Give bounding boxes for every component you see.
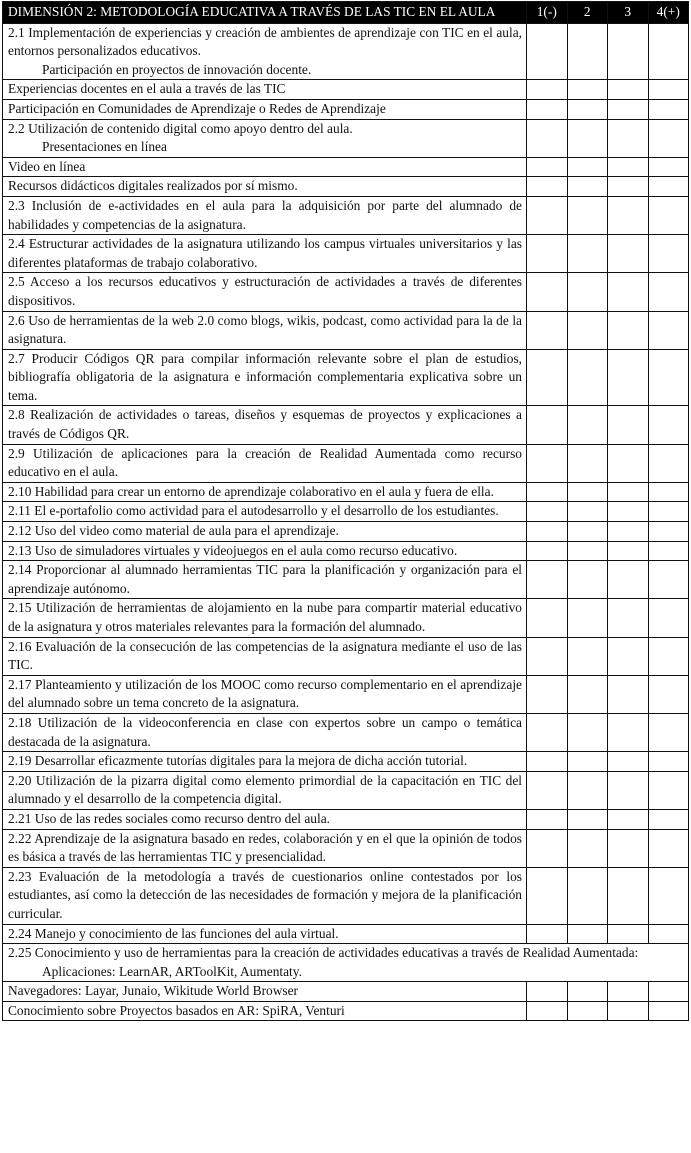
rating-cell-1[interactable]: [527, 235, 568, 273]
item-text: 2.3 Inclusión de e-actividades en el aula para la adquisición por parte del alumnado de habilidades y competencias de la asignatura.: [3, 196, 527, 234]
item-text: 2.21 Uso de las redes sociales como recurso dentro del aula.: [3, 809, 527, 829]
rating-cell-3[interactable]: [608, 273, 649, 311]
rating-cell-3[interactable]: [608, 867, 649, 924]
rating-cell-4[interactable]: [648, 311, 689, 349]
rating-cell-1[interactable]: [527, 502, 568, 522]
item-statement: 2.2 Utilización de contenido digital como apoyo dentro del aula.: [8, 120, 353, 136]
rating-cell-4[interactable]: [648, 1001, 689, 1021]
rating-cell-3[interactable]: [608, 1001, 649, 1021]
rating-cell-2[interactable]: [567, 522, 608, 542]
item-text: 2.16 Evaluación de la consecución de las competencias de la asignatura mediante el uso de las TIC.: [3, 637, 527, 675]
rating-cell-4[interactable]: [648, 99, 689, 119]
table-row: [3, 444, 689, 482]
rating-cell-1[interactable]: [527, 119, 568, 157]
rating-cell-1[interactable]: [527, 561, 568, 599]
table-row: [3, 982, 689, 1002]
rating-cell-2[interactable]: [567, 406, 608, 444]
rating-cell-2[interactable]: [567, 80, 608, 100]
rating-cell-1[interactable]: [527, 196, 568, 234]
table-row-full-width: [3, 944, 689, 982]
survey-table: [2, 1, 689, 1021]
item-text: 2.14 Proporcionar al alumnado herramientas TIC para la planificación y organización para el aprendizaje autónomo.: [3, 561, 527, 599]
rating-cell-2[interactable]: [567, 311, 608, 349]
rating-cell-1[interactable]: [527, 809, 568, 829]
table-row: [3, 771, 689, 809]
rating-cell-2[interactable]: [567, 713, 608, 751]
table-row: [3, 561, 689, 599]
table-row: [3, 23, 689, 80]
rating-cell-3[interactable]: [608, 99, 649, 119]
rating-cell-1[interactable]: [527, 273, 568, 311]
item-text: [3, 944, 689, 982]
rating-cell-1[interactable]: [527, 522, 568, 542]
scale-header-4: 4(+): [648, 2, 689, 24]
item-text: 2.15 Utilización de herramientas de alojamiento en la nube para compartir material educativo de la asignatura y otros materiales relevantes para la formación del alumnado.: [3, 599, 527, 637]
item-subitem: Participación en Comunidades de Aprendizaje o Redes de Aprendizaje: [3, 99, 527, 119]
rating-cell-2[interactable]: [567, 829, 608, 867]
item-statement: 2.1 Implementación de experiencias y creación de ambientes de aprendizaje con TIC en el aula, entornos personalizados educativos.: [8, 24, 522, 59]
item-subitem: Video en línea: [3, 157, 527, 177]
rating-cell-1[interactable]: [527, 406, 568, 444]
table-row: [3, 406, 689, 444]
table-row: [3, 349, 689, 406]
rating-cell-3[interactable]: [608, 349, 649, 406]
rating-cell-4[interactable]: [648, 675, 689, 713]
rating-cell-2[interactable]: [567, 119, 608, 157]
item-subitem: Navegadores: Layar, Junaio, Wikitude World Browser: [3, 982, 527, 1002]
item-text: 2.8 Realización de actividades o tareas, diseños y esquemas de proyectos y explicaciones a través de Códigos QR.: [3, 406, 527, 444]
item-text: 2.24 Manejo y conocimiento de las funciones del aula virtual.: [3, 924, 527, 944]
rating-cell-2[interactable]: [567, 273, 608, 311]
item-subitem: Participación en proyectos de innovación docente.: [42, 61, 312, 77]
rating-cell-4[interactable]: [648, 119, 689, 157]
rating-cell-1[interactable]: [527, 1001, 568, 1021]
table-row: [3, 675, 689, 713]
rating-cell-2[interactable]: [567, 809, 608, 829]
rating-cell-2[interactable]: [567, 196, 608, 234]
rating-cell-1[interactable]: [527, 752, 568, 772]
rating-cell-2[interactable]: [567, 482, 608, 502]
rating-cell-4[interactable]: [648, 157, 689, 177]
rating-cell-3[interactable]: [608, 809, 649, 829]
rating-cell-2[interactable]: [567, 924, 608, 944]
table-row: [3, 924, 689, 944]
rating-cell-4[interactable]: [648, 771, 689, 809]
item-text: 2.7 Producir Códigos QR para compilar información relevante sobre el plan de estudios, bibliografía obligatoria de la asignatura e información complementaria explicativa sobre un tema.: [3, 349, 527, 406]
table-row: [3, 196, 689, 234]
rating-cell-3[interactable]: [608, 561, 649, 599]
rating-cell-4[interactable]: [648, 637, 689, 675]
rating-cell-4[interactable]: [648, 809, 689, 829]
rating-cell-1[interactable]: [527, 482, 568, 502]
rating-cell-4[interactable]: [648, 482, 689, 502]
rating-cell-3[interactable]: [608, 119, 649, 157]
item-text: 2.23 Evaluación de la metodología a través de cuestionarios online contestados por los estudiantes, así como la detección de las necesidades de formación y mejora de la planificación curricular.: [3, 867, 527, 924]
rating-cell-4[interactable]: [648, 80, 689, 100]
table-row: [3, 541, 689, 561]
rating-cell-2[interactable]: [567, 561, 608, 599]
rating-cell-4[interactable]: [648, 502, 689, 522]
item-text: 2.9 Utilización de aplicaciones para la creación de Realidad Aumentada como recurso educativo en el aula.: [3, 444, 527, 482]
rating-cell-4[interactable]: [648, 599, 689, 637]
item-text: 2.10 Habilidad para crear un entorno de aprendizaje colaborativo en el aula y fuera de ella.: [3, 482, 527, 502]
rating-cell-3[interactable]: [608, 80, 649, 100]
rating-cell-4[interactable]: [648, 867, 689, 924]
rating-cell-1[interactable]: [527, 80, 568, 100]
table-row: [3, 157, 689, 177]
rating-cell-1[interactable]: [527, 177, 568, 197]
rating-cell-1[interactable]: [527, 99, 568, 119]
rating-cell-3[interactable]: [608, 311, 649, 349]
table-header-row: [3, 2, 689, 24]
rating-cell-1[interactable]: [527, 311, 568, 349]
item-text: 2.22 Aprendizaje de la asignatura basado en redes, colaboración y en el que la opinión de todos es básica a través de las herramientas TIC y presencialidad.: [3, 829, 527, 867]
rating-cell-3[interactable]: [608, 23, 649, 80]
rating-cell-1[interactable]: [527, 637, 568, 675]
rating-cell-1[interactable]: [527, 829, 568, 867]
rating-cell-4[interactable]: [648, 713, 689, 751]
dimension-title: DIMENSIÓN 2: METODOLOGÍA EDUCATIVA A TRAVÉS DE LAS TIC EN EL AULA: [3, 2, 527, 24]
rating-cell-3[interactable]: [608, 829, 649, 867]
rating-cell-2[interactable]: [567, 235, 608, 273]
rating-cell-4[interactable]: [648, 522, 689, 542]
rating-cell-2[interactable]: [567, 444, 608, 482]
table-row: [3, 829, 689, 867]
rating-cell-1[interactable]: [527, 541, 568, 561]
item-text: [3, 23, 527, 80]
rating-cell-4[interactable]: [648, 752, 689, 772]
rating-cell-4[interactable]: [648, 273, 689, 311]
item-text: 2.20 Utilización de la pizarra digital como elemento primordial de la capacitación en TIC del alumnado y el desarrollo de la competencia digital.: [3, 771, 527, 809]
rating-cell-3[interactable]: [608, 235, 649, 273]
table-row: [3, 482, 689, 502]
rating-cell-3[interactable]: [608, 406, 649, 444]
rating-cell-1[interactable]: [527, 444, 568, 482]
rating-cell-3[interactable]: [608, 752, 649, 772]
rating-cell-4[interactable]: [648, 924, 689, 944]
rating-cell-1[interactable]: [527, 867, 568, 924]
rating-cell-2[interactable]: [567, 99, 608, 119]
rating-cell-1[interactable]: [527, 157, 568, 177]
rating-cell-1[interactable]: [527, 349, 568, 406]
item-text: 2.19 Desarrollar eficazmente tutorías digitales para la mejora de dicha acción tutorial.: [3, 752, 527, 772]
table-row: [3, 1001, 689, 1021]
rating-cell-3[interactable]: [608, 771, 649, 809]
rating-cell-1[interactable]: [527, 675, 568, 713]
rating-cell-2[interactable]: [567, 157, 608, 177]
table-row: [3, 177, 689, 197]
item-text: [3, 119, 527, 157]
scale-header-2: 2: [567, 2, 608, 24]
rating-cell-4[interactable]: [648, 177, 689, 197]
table-row: [3, 273, 689, 311]
table-row: [3, 99, 689, 119]
item-text: 2.17 Planteamiento y utilización de los MOOC como recurso complementario en el aprendizaje del alumnado sobre un tema concreto de la asignatura.: [3, 675, 527, 713]
table-row: [3, 599, 689, 637]
rating-cell-1[interactable]: [527, 23, 568, 80]
rating-cell-3[interactable]: [608, 482, 649, 502]
rating-cell-4[interactable]: [648, 444, 689, 482]
rating-cell-2[interactable]: [567, 675, 608, 713]
rating-cell-4[interactable]: [648, 196, 689, 234]
rating-cell-2[interactable]: [567, 23, 608, 80]
rating-cell-4[interactable]: [648, 23, 689, 80]
rating-cell-2[interactable]: [567, 752, 608, 772]
rating-cell-3[interactable]: [608, 541, 649, 561]
table-row: [3, 752, 689, 772]
rating-cell-3[interactable]: [608, 157, 649, 177]
rating-cell-2[interactable]: [567, 541, 608, 561]
table-row: [3, 637, 689, 675]
rating-cell-1[interactable]: [527, 982, 568, 1002]
item-text: 2.5 Acceso a los recursos educativos y estructuración de actividades a través de diferentes dispositivos.: [3, 273, 527, 311]
rating-cell-2[interactable]: [567, 637, 608, 675]
item-subitem: Recursos didácticos digitales realizados por sí mismo.: [3, 177, 527, 197]
table-row: [3, 867, 689, 924]
item-subitem: Aplicaciones: LearnAR, ARToolKit, Aumentaty.: [42, 963, 302, 979]
item-statement: 2.25 Conocimiento y uso de herramientas para la creación de actividades educativas a través de Realidad Aumentada:: [8, 945, 639, 961]
rating-cell-3[interactable]: [608, 637, 649, 675]
rating-cell-2[interactable]: [567, 177, 608, 197]
rating-cell-3[interactable]: [608, 502, 649, 522]
rating-cell-3[interactable]: [608, 713, 649, 751]
rating-cell-2[interactable]: [567, 502, 608, 522]
table-row: [3, 502, 689, 522]
rating-cell-4[interactable]: [648, 406, 689, 444]
item-subitem: Conocimiento sobre Proyectos basados en AR: SpiRA, Venturi: [3, 1001, 527, 1021]
rating-cell-3[interactable]: [608, 522, 649, 542]
rating-cell-1[interactable]: [527, 599, 568, 637]
rating-cell-2[interactable]: [567, 867, 608, 924]
rating-cell-4[interactable]: [648, 982, 689, 1002]
rating-cell-3[interactable]: [608, 924, 649, 944]
table-row: [3, 311, 689, 349]
item-text: 2.4 Estructurar actividades de la asignatura utilizando los campus virtuales universitarios y las diferentes plataformas de trabajo colaborativo.: [3, 235, 527, 273]
rating-cell-1[interactable]: [527, 771, 568, 809]
rating-cell-3[interactable]: [608, 177, 649, 197]
scale-header-3: 3: [608, 2, 649, 24]
item-subitem: Experiencias docentes en el aula a través de las TIC: [3, 80, 527, 100]
rating-cell-2[interactable]: [567, 982, 608, 1002]
rating-cell-4[interactable]: [648, 561, 689, 599]
rating-cell-2[interactable]: [567, 1001, 608, 1021]
rating-cell-4[interactable]: [648, 829, 689, 867]
rating-cell-3[interactable]: [608, 675, 649, 713]
item-text: 2.11 El e-portafolio como actividad para el autodesarrollo y el desarrollo de los estudiantes.: [3, 502, 527, 522]
rating-cell-4[interactable]: [648, 235, 689, 273]
scale-header-1: 1(-): [527, 2, 568, 24]
rating-cell-2[interactable]: [567, 771, 608, 809]
table-row: [3, 809, 689, 829]
table-row: [3, 119, 689, 157]
table-row: [3, 80, 689, 100]
rating-cell-3[interactable]: [608, 982, 649, 1002]
rating-cell-3[interactable]: [608, 444, 649, 482]
rating-cell-1[interactable]: [527, 924, 568, 944]
rating-cell-3[interactable]: [608, 599, 649, 637]
table-row: [3, 235, 689, 273]
rating-cell-4[interactable]: [648, 349, 689, 406]
item-text: 2.6 Uso de herramientas de la web 2.0 como blogs, wikis, podcast, como actividad para la de la asignatura.: [3, 311, 527, 349]
table-row: [3, 713, 689, 751]
item-subitem: Presentaciones en línea: [42, 139, 167, 155]
rating-cell-1[interactable]: [527, 713, 568, 751]
item-text: 2.13 Uso de simuladores virtuales y videojuegos en el aula como recurso educativo.: [3, 541, 527, 561]
item-text: 2.18 Utilización de la videoconferencia en clase con expertos sobre un campo o temática destacada de la asignatura.: [3, 713, 527, 751]
item-text: 2.12 Uso del video como material de aula para el aprendizaje.: [3, 522, 527, 542]
rating-cell-3[interactable]: [608, 196, 649, 234]
survey-body: [3, 23, 689, 1021]
rating-cell-2[interactable]: [567, 599, 608, 637]
table-row: [3, 522, 689, 542]
rating-cell-4[interactable]: [648, 541, 689, 561]
rating-cell-2[interactable]: [567, 349, 608, 406]
